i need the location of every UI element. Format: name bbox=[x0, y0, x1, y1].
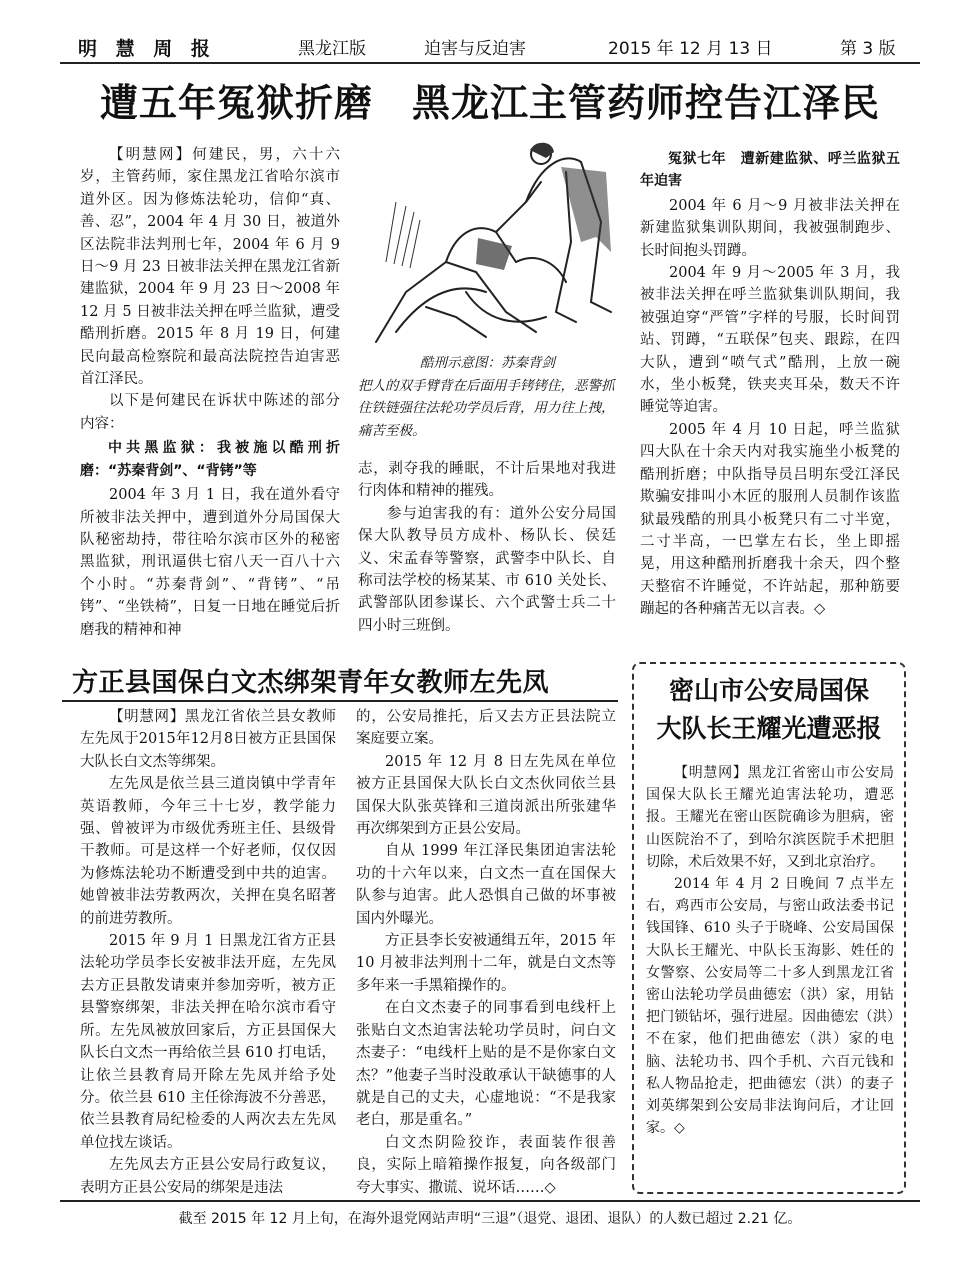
page-number: 第 3 版 bbox=[840, 39, 896, 59]
article1-column3 bbox=[640, 146, 900, 621]
article1-paragraph: 参与迫害我的有：道外公安分局国保大队教导员方成朴、杨队长、侯廷义、宋孟春等警察，武警李中队长、自称司法学校的杨某某、市 610 关处长、武警部队团参谋长、六个武警士兵二十四小时三班倒。 bbox=[358, 505, 616, 634]
article2-paragraph: 【明慧网】黑龙江省依兰县女教师左先凤于2015年12月8日被方正县国保大队长白文杰等绑架。 bbox=[80, 709, 336, 770]
article3-body bbox=[646, 762, 894, 1139]
article3-title bbox=[636, 672, 902, 748]
article2-paragraph: 白文杰阴险狡诈，表面装作很善良，实际上暗箱操作报复，向各级部门夸大事实、撒谎、说坏话……◇ bbox=[356, 1134, 616, 1196]
article2-paragraph: 左先凤是依兰县三道岗镇中学青年英语教师，今年三十七岁，教学能力强、曾被评为市级优秀班主任、县级骨干教师。可是这样一个好老师，仅仅因为修炼法轮功不断遭受到中共的迫害。她曾被非法劳教两次，关押在臭名昭著的前进劳教所。 bbox=[80, 776, 336, 927]
article3-title-line2: 大队长王耀光遭恶报 bbox=[656, 714, 882, 743]
page-section: 迫害与反迫害 bbox=[424, 39, 526, 59]
illustration-caption bbox=[358, 352, 620, 442]
article1-title: 遭五年冤狱折磨 黑龙江主管药师控告江泽民 bbox=[99, 80, 880, 125]
article1-column2 bbox=[358, 458, 616, 637]
footer-notice: 截至 2015 年 12 月上旬，在海外退党网站声明“三退”（退党、退团、退队）的人数已超过 2.21 亿。 bbox=[178, 1211, 802, 1227]
article2-paragraph: 在白文杰妻子的同事看到电线杆上张贴白文杰迫害法轮功学员时，问白文杰妻子：“电线杆上贴的是不是你家白文杰？”他妻子当时没敢承认干缺德事的人就是自己的丈夫，心虚地说：“不是我家老白，那是重名。” bbox=[356, 1000, 616, 1129]
caption-title: 酷刑示意图：苏秦背剑 bbox=[420, 355, 555, 371]
article1-paragraph: 以下是何建民在诉状中陈述的部分内容： bbox=[80, 393, 340, 432]
article1-paragraph: 2004 年 9 月～2005 年 3 月，我被非法关押在呼兰监狱集训队期间，我被强迫穿“严管”字样的号服，长时间罚站、罚蹲，“五联保”包夹、跟踪，在四大队，遭到“喷气式”酷刑，上放一碗水，坐小板凳，铁夹夹耳朵，数天不许睡觉等迫害。 bbox=[640, 265, 900, 416]
newspaper-brand: 明 慧 周 报 bbox=[78, 38, 216, 60]
article2-paragraph: 方正县李长安被通缉五年，2015 年 10 月被非法判刑十二年，就是白文杰等多年来一手黑箱操作的。 bbox=[356, 933, 616, 994]
article1-paragraph: 2004 年 3 月 1 日，我在道外看守所被非法关押中，遭到道外分局国保大队秘密劫持，带往哈尔滨市区外的秘密黑监狱，刑讯逼供七宿八天一百八十六个小时。“苏秦背剑”、“背铐”、“吊铐”、“坐铁椅”，日复一日地在睡觉后折磨我的精神和神 bbox=[80, 487, 340, 638]
footer-rule bbox=[60, 1200, 920, 1202]
article1-paragraph: 志，剥夺我的睡眠，不计后果地对我进行肉体和精神的摧残。 bbox=[358, 461, 616, 500]
article1-paragraph: 【明慧网】何建民，男，六十六岁，主管药师，家住黑龙江省哈尔滨市道外区。因为修炼法轮功，信仰“真、善、忍”，2004 年 4 月 30 日，被道外区法院非法判刑七年，2004 年 6 月 9 日～9 月 23 日被非法关押在黑龙江省新建监狱，2004 年 9 月 23 日～2008 年 12 月 5 日被非法关押在呼兰监狱，遭受酷刑折磨。2015 年 8 月 19 日，何建民向最高检察院和最高法院控告迫害恶首江泽民。 bbox=[80, 147, 340, 388]
article1-paragraph: 2004 年 6 月～9 月被非法关押在新建监狱集训队期间，我被强制跑步、长时间抱头罚蹲。 bbox=[640, 197, 900, 259]
caption-text: 把人的双手臂背在后面用手铐铐住，恶警抓住铁链强往法轮功学员后背，用力往上拽，痛苦至极。 bbox=[358, 377, 615, 439]
header-rule bbox=[60, 62, 920, 64]
torture-illustration bbox=[366, 142, 618, 346]
article1-subheading: 中共黑监狱：我被施以酷刑折磨：“苏秦背剑”、“背铐”等 bbox=[80, 440, 340, 479]
article3-title-line1: 密山市公安局国保 bbox=[668, 676, 869, 705]
article3-paragraph: 2014 年 4 月 2 日晚间 7 点半左右，鸡西市公安局，与密山政法委书记钱国锋、610 头子于晓峰、公安局国保大队长王耀光、中队长玉海影、姓任的女警察、公安局等二十多人到黑龙江省密山法轮功学员曲德宏（洪）家，用钻把门锁钻坏，强行进屋。因曲德宏（洪）不在家，他们把曲德宏（洪）家的电脑、法轮功书、四个手机、六百元钱和私人物品抢走，把曲德宏（洪）的妻子刘英绑架到公安局非法询问后，才让回家。◇ bbox=[646, 876, 894, 1137]
article2-paragraph: 的，公安局推托，后又去方正县法院立案庭要立案。 bbox=[356, 709, 616, 748]
article2-paragraph: 左先凤去方正县公安局行政复议，表明方正县公安局的绑架是违法 bbox=[80, 1157, 336, 1196]
article2-title-rule bbox=[62, 700, 618, 702]
issue-date: 2015 年 12 月 13 日 bbox=[608, 39, 773, 59]
article2-title: 方正县国保白文杰绑架青年女教师左先凤 bbox=[72, 668, 550, 698]
article2-paragraph: 2015 年 12 月 8 日左先凤在单位被方正县国保大队长白文杰伙同依兰县国保大队张英锋和三道岗派出所张建华再次绑架到方正县公安局。 bbox=[356, 753, 616, 838]
article3-paragraph: 【明慧网】黑龙江省密山市公安局国保大队长王耀光迫害法轮功，遭恶报。王耀光在密山医院确诊为胆病，密山医院治不了，到哈尔滨医院手术把胆切除，术后效果不好，又到北京治疗。 bbox=[646, 765, 894, 870]
article2-column1 bbox=[80, 706, 336, 1199]
edition-region: 黑龙江版 bbox=[298, 39, 366, 59]
article2-paragraph: 自从 1999 年江泽民集团迫害法轮功的十六年以来，白文杰一直在国保大队参与迫害。此人恐惧自己做的坏事被国内外曝光。 bbox=[356, 843, 616, 927]
article2-paragraph: 2015 年 9 月 1 日黑龙江省方正县法轮功学员李长安被非法开庭，左先凤去方正县散发请柬并参加旁听，被方正县警察绑架，非法关押在哈尔滨市看守所。左先凤被放回家后，方正县国保大队长白文杰一再给依兰县 610 打电话，让依兰县教育局开除左先凤并给予处分。依兰县 610 主任徐海波不分善恶，依兰县教育局纪检委的人两次去左先凤单位找左谈话。 bbox=[80, 933, 336, 1151]
article1-subheading: 冤狱七年 遭新建监狱、呼兰监狱五年迫害 bbox=[640, 151, 900, 190]
article2-column2 bbox=[356, 706, 616, 1199]
page-header bbox=[0, 0, 978, 60]
article1-column1 bbox=[80, 144, 340, 641]
article1-paragraph: 2005 年 4 月 10 日起，呼兰监狱四大队在十余天内对我实施坐小板凳的酷刑折磨；中队指导员吕明东受江泽民欺骗安排叫小木匠的服刑人员制作该监狱最残酷的刑具小板凳只有二寸半宽，二寸半高，一巴掌左右长，坐上即摇晃，用这种酷刑折磨我十余天，四个整天整宿不许睡觉，不许站起，那种筋要蹦起的各种痛苦无以言表。◇ bbox=[640, 421, 900, 618]
